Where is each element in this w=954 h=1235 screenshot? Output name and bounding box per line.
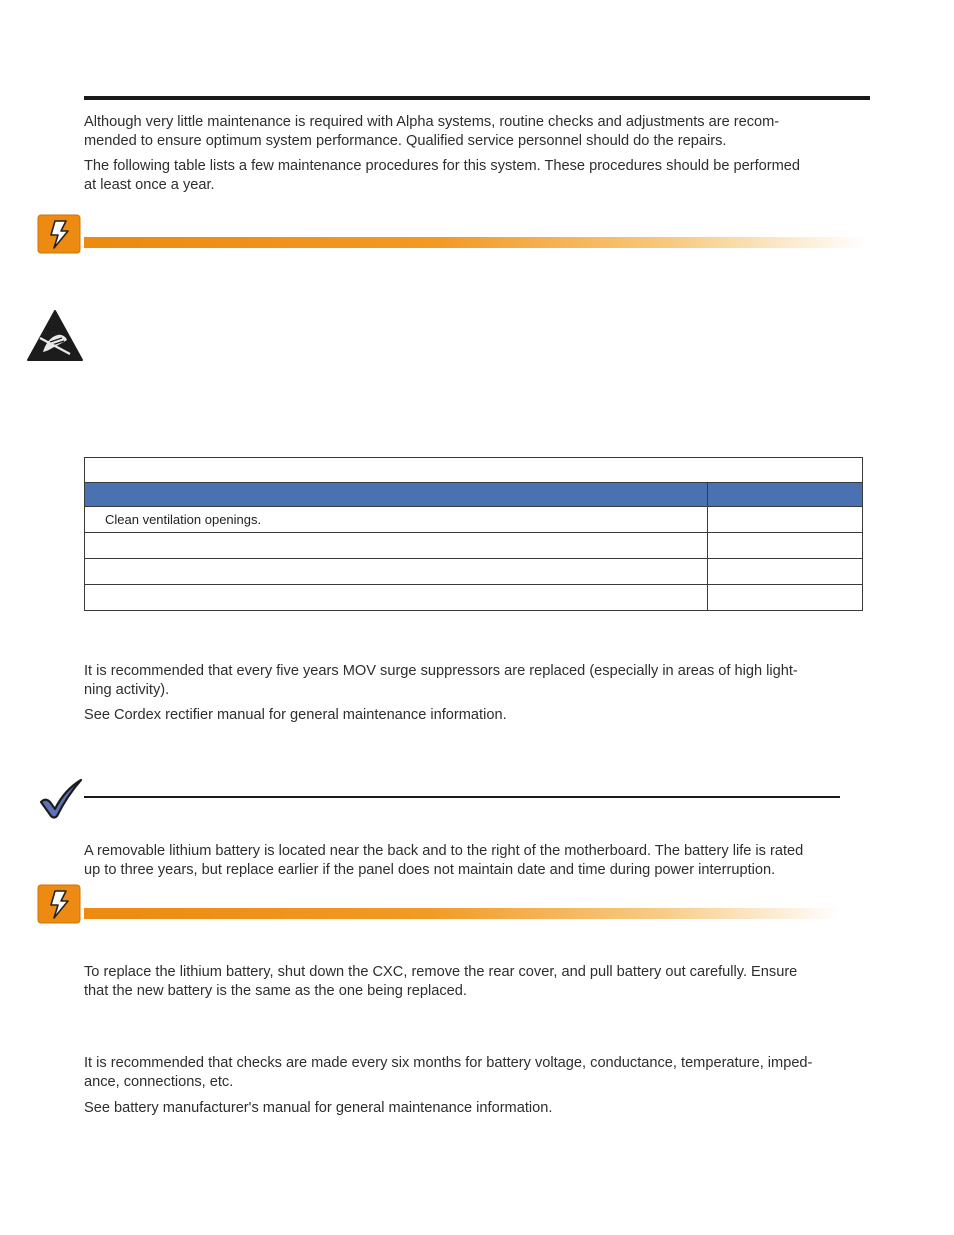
- table-header-row: [85, 483, 863, 507]
- table-header-date: [708, 483, 863, 507]
- procedure-cell: [85, 585, 708, 611]
- mov-paragraph-1: It is recommended that every five years MOV surge suppressors are replaced (especially in areas of high light- ning activity).: [84, 663, 798, 698]
- table-row: [85, 507, 863, 533]
- note-divider-rule: [84, 796, 840, 798]
- checkmark-icon: [38, 778, 84, 820]
- esd-hand-icon: [26, 308, 84, 362]
- table-row: [85, 533, 863, 559]
- warning-divider-bar: [84, 908, 840, 919]
- section-top-rule: [84, 96, 870, 100]
- maintenance-table: [84, 457, 863, 611]
- procedure-cell: [85, 559, 708, 585]
- date-cell: [708, 559, 863, 585]
- lithium-paragraph-1: A removable lithium battery is located near the back and to the right of the motherboard. The battery life is rated up to three years, but replace earlier if the panel does not maintain date and time during power interruption.: [84, 843, 804, 878]
- date-cell: [708, 585, 863, 611]
- intro-paragraph-1: Although very little maintenance is required with Alpha systems, routine checks and adjustments are recom- mended to ensure optimum system performance. Qualified service personnel should do the repairs.: [84, 114, 780, 149]
- warning-divider-bar: [84, 237, 866, 248]
- lithium-paragraph-2: To replace the lithium battery, shut down the CXC, remove the rear cover, and pull battery out carefully. Ensure that the new battery is the same as the one being replaced.: [84, 964, 798, 999]
- table-caption-cell: [85, 458, 863, 483]
- battery-paragraph-2: See battery manufacturer's manual for general maintenance information.: [84, 1100, 553, 1116]
- table-caption-row: [85, 458, 863, 483]
- lightning-warning-icon: [37, 214, 81, 254]
- table-header-procedure: [85, 483, 708, 507]
- date-cell: [708, 507, 863, 533]
- date-cell: [708, 533, 863, 559]
- table-row: [85, 559, 863, 585]
- procedure-cell: Clean ventilation openings.: [85, 507, 708, 533]
- intro-paragraph-2: The following table lists a few maintenance procedures for this system. These procedures should be performed at least once a year.: [84, 158, 801, 193]
- lightning-warning-icon: [37, 884, 81, 924]
- mov-paragraph-2: See Cordex rectifier manual for general maintenance information.: [84, 707, 507, 723]
- table-row: [85, 585, 863, 611]
- procedure-cell: [85, 533, 708, 559]
- battery-paragraph-1: It is recommended that checks are made every six months for battery voltage, conductance, temperature, imped- ance, connections, etc.: [84, 1055, 813, 1090]
